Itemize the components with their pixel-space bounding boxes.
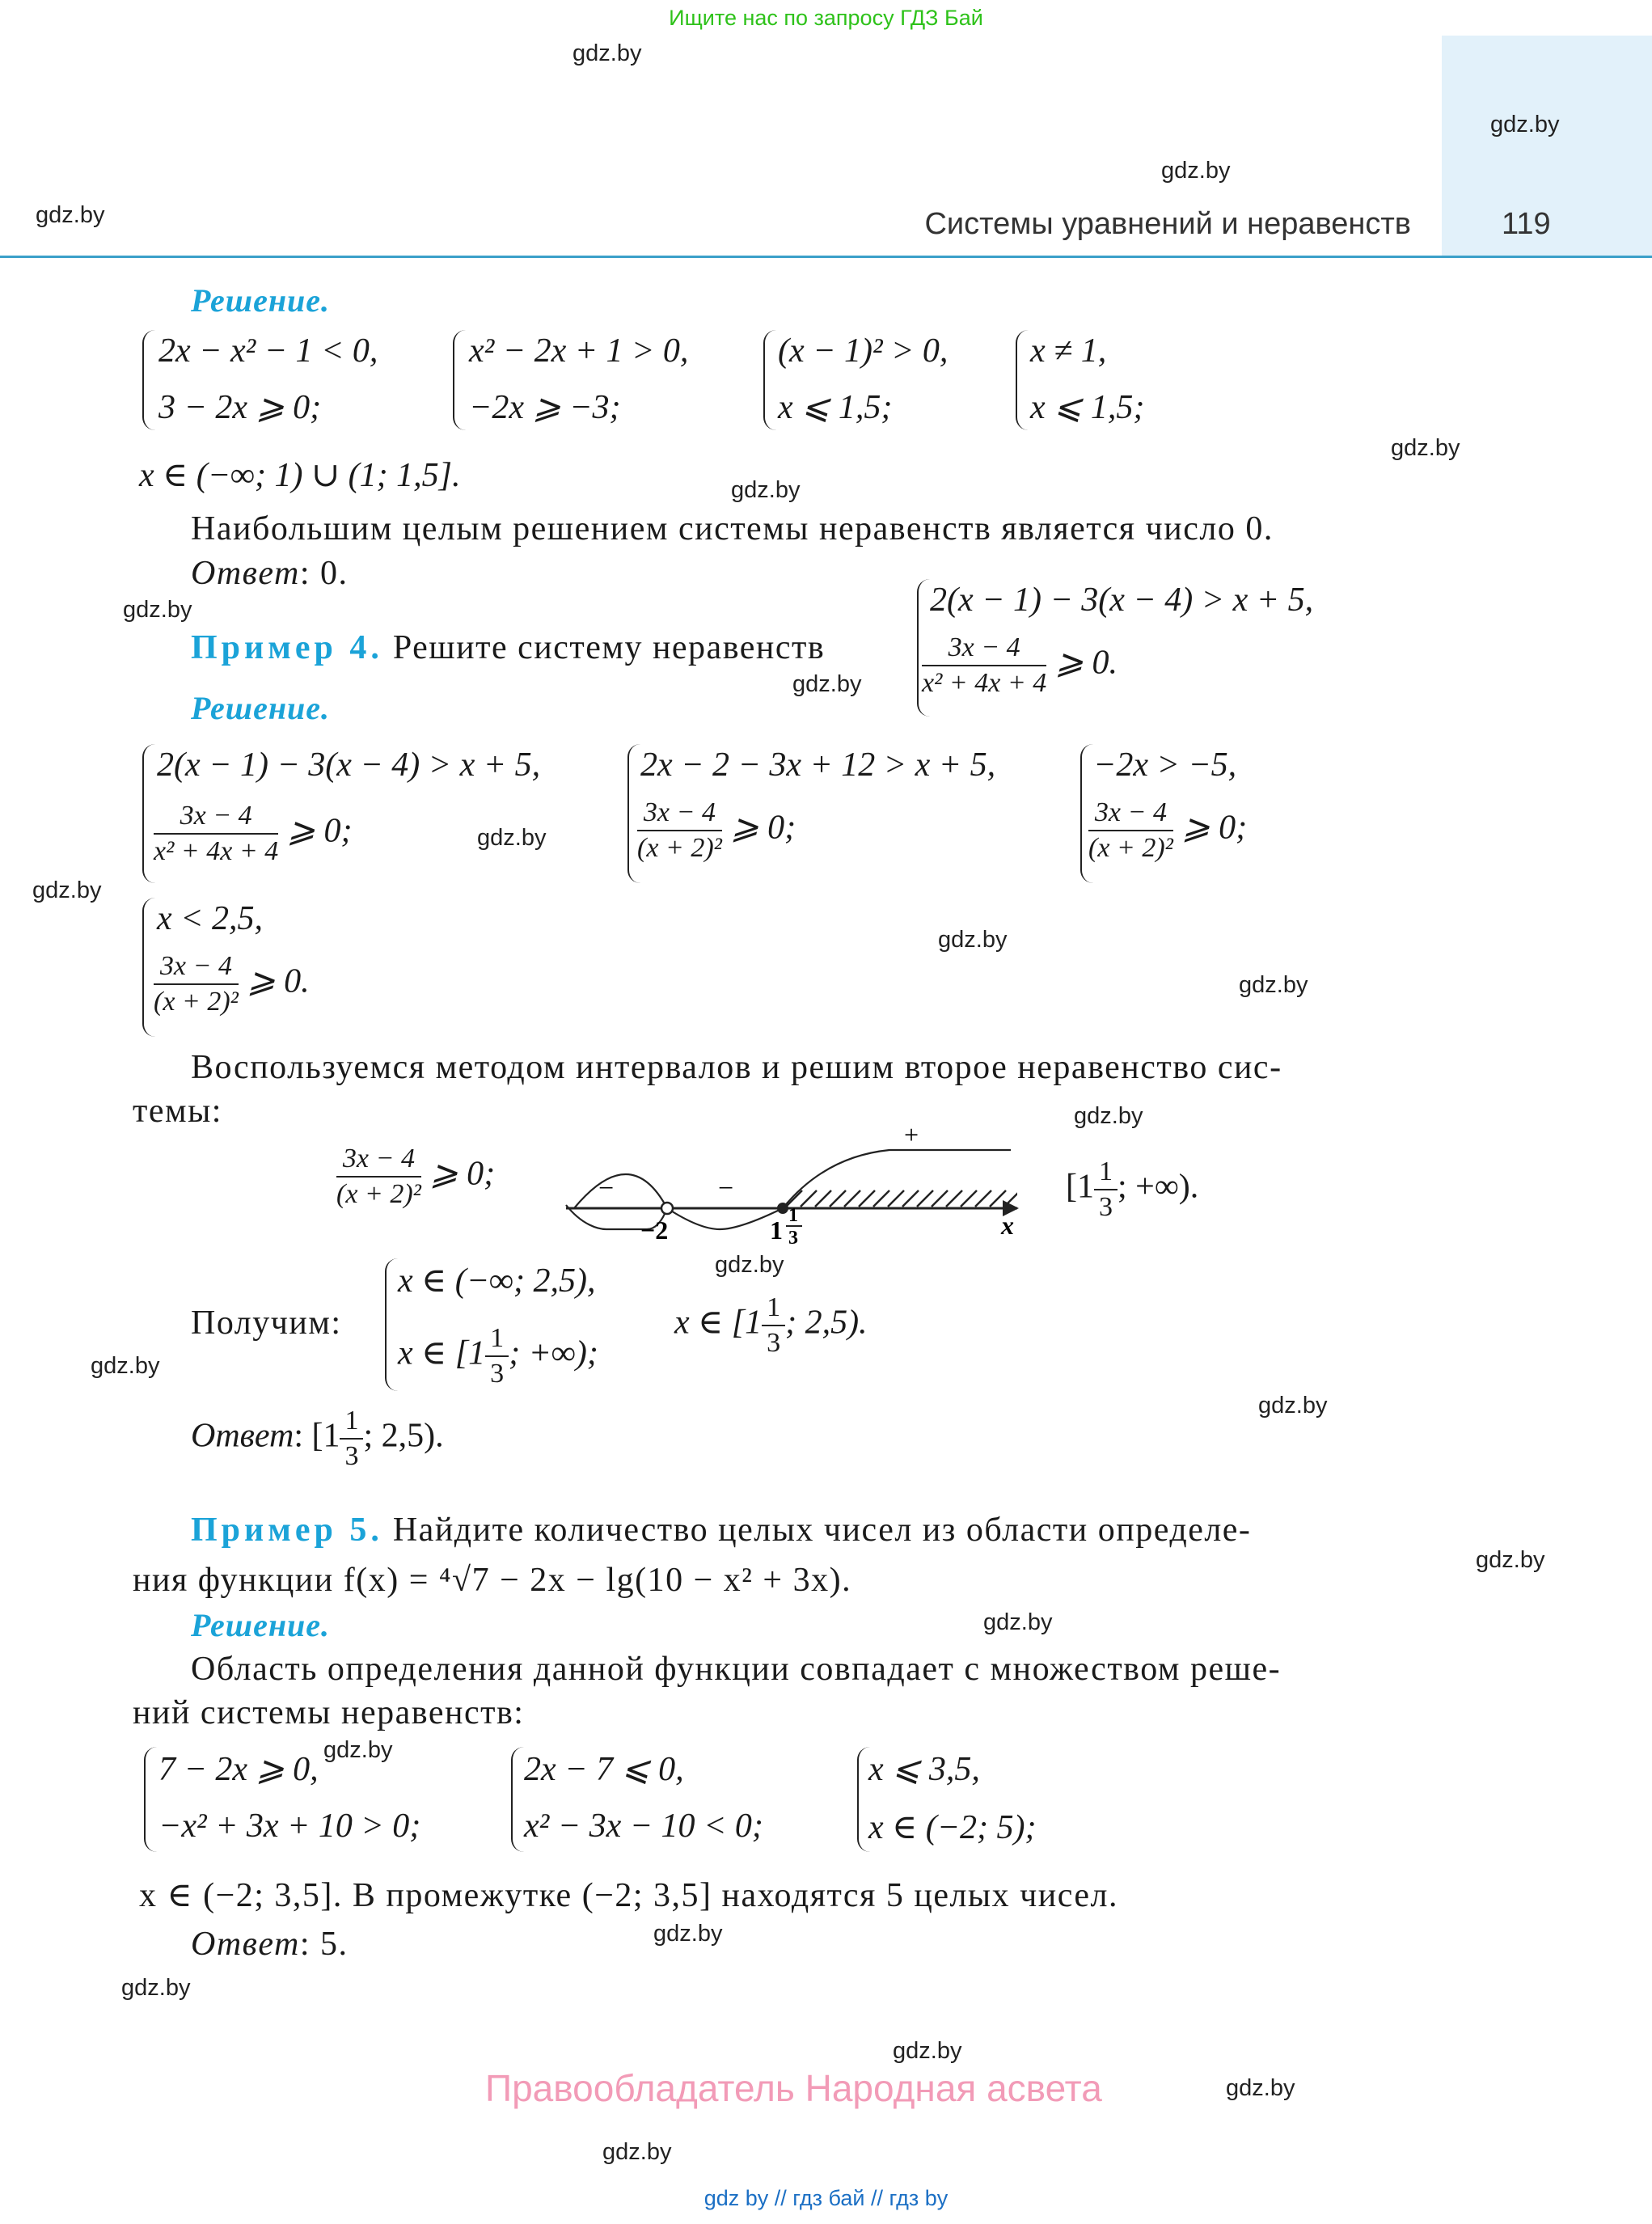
fraction-numerator: 3x − 4 [154,801,278,835]
copyright-footer: Правообладатель Народная асвета [485,2067,1102,2109]
fraction-numerator: 3x − 4 [154,951,239,985]
interval-rest: ; +∞). [1118,1168,1199,1206]
fraction-numerator: 1 [340,1406,363,1440]
relation: ⩾ 0; [286,812,353,850]
solution-heading: Решение. [191,1607,331,1643]
sign-minus: − [598,1173,615,1203]
fraction-numerator: 1 [1094,1156,1118,1190]
watermark: gdz.by [938,927,1008,953]
math-line: 2x − 7 ⩽ 0, [524,1751,684,1788]
text-line: Воспользуемся методом интервалов и решим второе неравенство сис- [191,1049,1282,1086]
fraction-numerator: 3x − 4 [637,797,722,831]
top-banner[interactable]: Ищите нас по запросу ГДЗ Бай [669,6,983,30]
fraction-denominator: (x + 2)² [154,987,239,1017]
math-line: 3 − 2x ⩾ 0; [158,389,322,426]
watermark: gdz.by [36,202,105,228]
header-rule [0,256,1652,258]
math-line: x ≠ 1, [1030,332,1107,370]
math-line: x ⩽ 3,5, [868,1751,980,1788]
relation: ⩾ 0. [247,962,310,1000]
watermark: gdz.by [32,877,102,903]
math-part: : [1 [294,1417,340,1455]
math-line: 2(x − 1) − 3(x − 4) > x + 5, [930,581,1314,619]
watermark: gdz.by [1391,435,1460,461]
watermark: gdz.by [792,671,862,697]
watermark: gdz.by [1476,1547,1545,1573]
sign-minus: − [718,1173,734,1203]
point-label-num: 1 [788,1205,798,1226]
watermark: gdz.by [653,1921,723,1947]
text-line: Область определения данной функции совпадает с множеством реше- [191,1651,1282,1688]
interval-diagram [558,1108,1043,1245]
fraction-denominator: x² + 4x + 4 [154,836,279,866]
math-line: x ⩽ 1,5; [1030,389,1145,426]
math-line: 2(x − 1) − 3(x − 4) > x + 5, [157,746,541,784]
answer-label: Ответ [191,1926,300,1963]
system-brace [142,330,155,430]
watermark: gdz.by [1239,972,1308,998]
watermark: gdz.by [1490,112,1560,137]
relation: ⩾ 0; [730,809,796,847]
example-label: Пример 4. [191,629,383,666]
watermark: gdz.by [731,477,801,503]
point-label-den: 3 [788,1228,798,1245]
math-line: x ∈ (−2; 5); [868,1809,1037,1846]
fraction-numerator: 3x − 4 [336,1144,421,1178]
watermark: gdz.by [323,1737,393,1763]
sign-plus: + [904,1120,919,1149]
system-brace [144,1747,157,1852]
open-point [661,1203,673,1214]
math-part: x ∈ [1 [398,1334,486,1372]
system-brace [1016,330,1029,430]
watermark: gdz.by [121,1975,191,2001]
fraction-numerator: 1 [762,1292,785,1326]
math-line: 2x − x² − 1 < 0, [158,332,378,370]
math-line: x² − 2x + 1 > 0, [469,332,689,370]
fraction-denominator: 3 [1099,1192,1113,1222]
watermark: gdz.by [983,1609,1053,1635]
watermark: gdz.by [91,1353,160,1379]
math-line: x ∈ (−∞; 2,5), [398,1262,596,1300]
fraction-denominator: (x + 2)² [637,833,722,863]
math-line: x ⩽ 1,5; [778,389,893,426]
system-brace [763,330,776,430]
watermark: gdz.by [1258,1393,1328,1419]
fraction-denominator: (x + 2)² [1088,833,1173,863]
math-line: 2x − 2 − 3x + 12 > x + 5, [640,746,996,784]
answer-value: : 5. [299,1926,349,1963]
watermark: gdz.by [572,40,642,66]
example-task: Найдите количество целых чисел из области определе- [392,1512,1252,1549]
example-label: Пример 5. [191,1512,383,1549]
math-line: −2x ⩾ −3; [469,389,621,426]
solution-heading: Решение. [191,690,331,726]
watermark: gdz.by [1161,158,1231,184]
system-brace [453,330,466,430]
math-line: x ∈ (−∞; 1) ∪ (1; 1,5]. [139,457,461,494]
math-part: x ∈ [1 [674,1304,763,1342]
fraction-denominator: 3 [490,1359,505,1389]
text-line: Получим: [191,1304,342,1342]
math-line: x < 2,5, [157,900,263,937]
interval-open: [1 [1066,1168,1094,1206]
fraction-denominator: x² + 4x + 4 [922,668,1047,698]
math-part: ; 2,5). [785,1304,868,1342]
watermark: gdz.by [123,597,192,623]
fraction-denominator: (x + 2)² [336,1179,421,1209]
math-line: (x − 1)² > 0, [778,332,949,370]
example-task: Решите систему неравенств [392,629,826,666]
sign-curve [783,1150,1011,1208]
relation: ⩾ 0. [1054,644,1118,682]
page-number: 119 [1502,207,1551,241]
text-line: ний системы неравенств: [133,1694,525,1731]
sign-curve [667,1208,783,1229]
relation: ⩾ 0; [429,1155,496,1193]
watermark: gdz.by [715,1252,784,1278]
solution-heading: Решение. [191,282,331,319]
text-line: Наибольшим целым решением системы неравенств является число 0. [191,510,1274,548]
watermark: gdz.by [893,2038,962,2064]
running-header-title: Системы уравнений и неравенств [924,207,1411,241]
text-line: темы: [133,1093,222,1130]
system-brace [511,1747,524,1852]
relation: ⩾ 0; [1181,809,1248,847]
math-part: ; +∞); [509,1334,598,1372]
closed-point [777,1203,788,1214]
math-line: −x² + 3x + 10 > 0; [158,1808,421,1845]
math-line: −2x > −5, [1093,746,1237,784]
answer-label: Ответ [191,555,300,592]
math-line: x² − 3x − 10 < 0; [524,1808,763,1845]
answer-value: : 0. [299,555,349,592]
axis-variable: x [1001,1211,1014,1240]
system-brace [385,1258,398,1391]
fraction-numerator: 3x − 4 [1088,797,1173,831]
watermark: gdz.by [477,825,547,851]
point-label: −2 [640,1216,669,1245]
watermark: gdz.by [1074,1103,1143,1129]
sign-curve [574,1174,667,1208]
fraction-numerator: 3x − 4 [922,632,1046,666]
watermark: gdz.by [1226,2075,1295,2101]
text-line: ния функции f(x) = ⁴√7 − 2x − lg(10 − x² + 3x). [133,1562,852,1599]
bottom-links[interactable]: gdz by // гдз бай // гдз by [703,2186,949,2210]
watermark: gdz.by [602,2139,672,2165]
fraction-numerator: 1 [485,1323,509,1357]
point-label: 1 [770,1216,783,1245]
fraction-denominator: 3 [344,1441,359,1471]
text-line: x ∈ (−2; 3,5]. В промежутке (−2; 3,5] находятся 5 целых чисел. [139,1877,1119,1914]
answer-label: Ответ [191,1417,294,1455]
math-part: ; 2,5). [363,1417,444,1455]
fraction-denominator: 3 [767,1328,781,1358]
math-line: 7 − 2x ⩾ 0, [158,1751,319,1788]
